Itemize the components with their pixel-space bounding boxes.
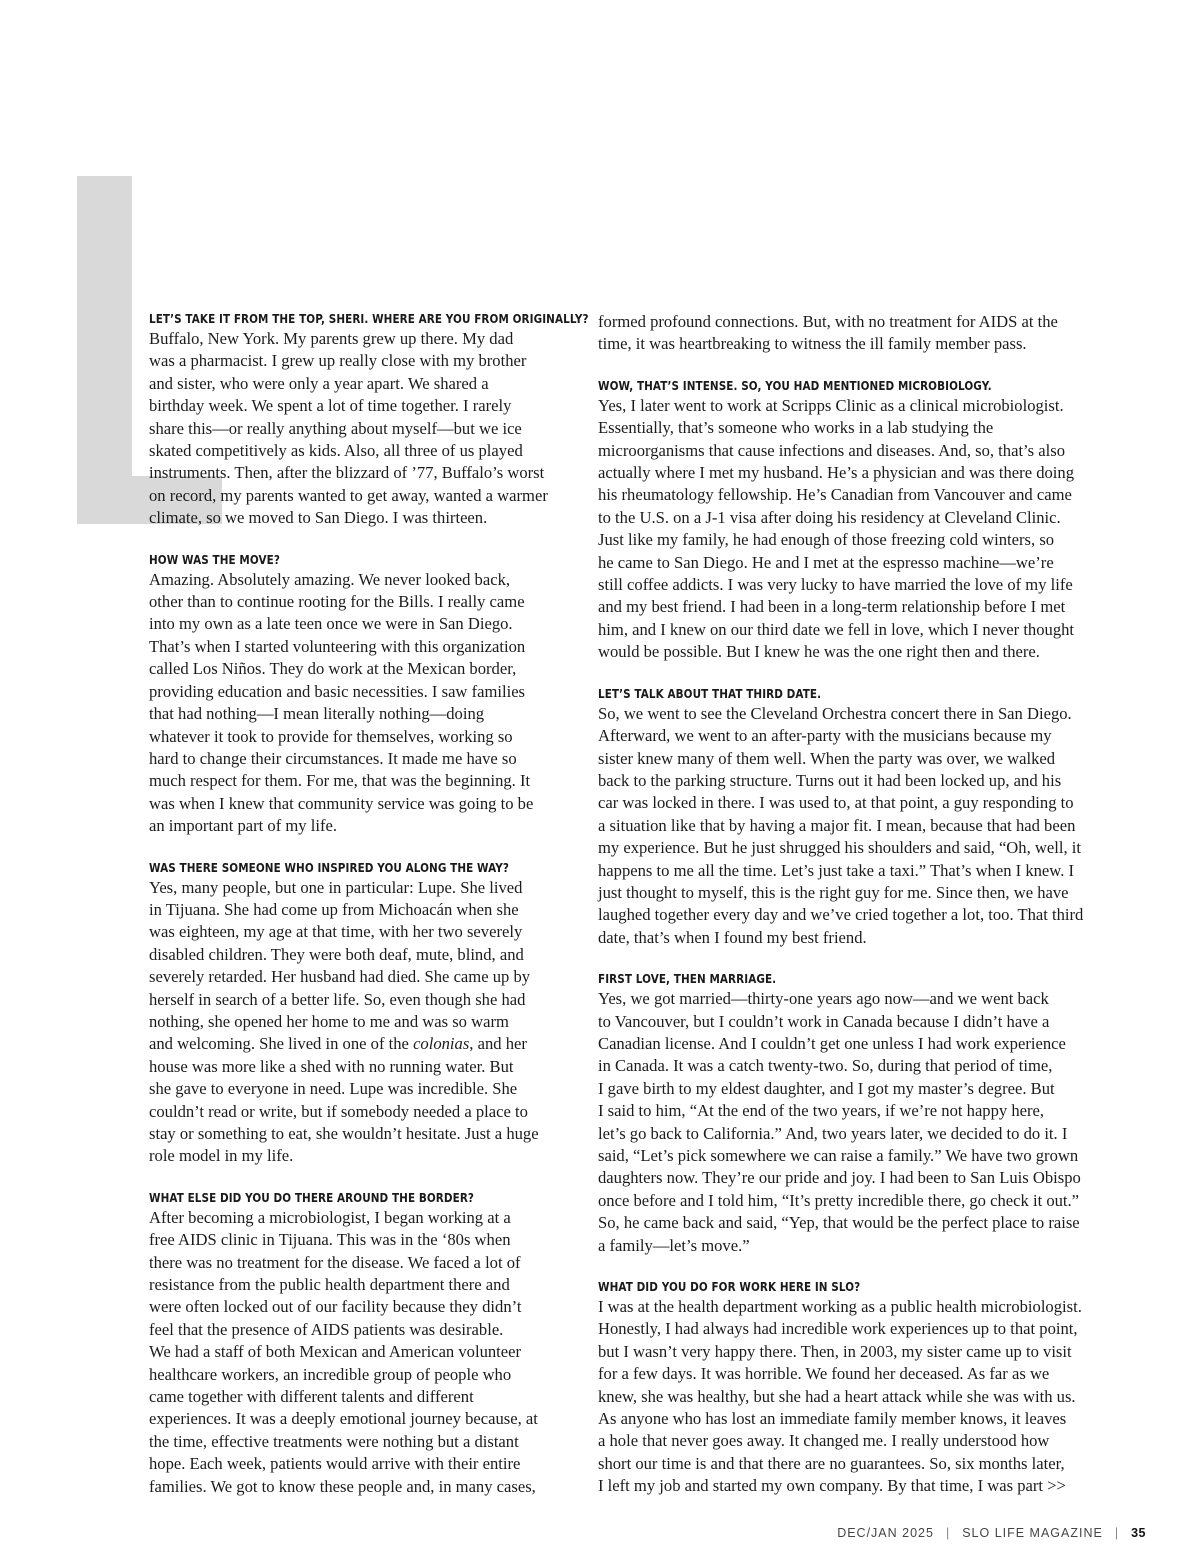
text-line: a family—let’s move.”: [598, 1235, 750, 1255]
text-line: other than to continue rooting for the Bills. I really came: [149, 592, 525, 612]
answer-text: [149, 1207, 574, 1498]
text-line: in Canada. It was a catch twenty-two. So, during that period of time,: [598, 1056, 1053, 1076]
text-line: I left my job and started my own company. By that time, I was part >>: [598, 1476, 1066, 1496]
question-heading: FIRST LOVE, THEN MARRIAGE.: [598, 971, 777, 987]
text-line: Yes, many people, but one in particular: Lupe. She lived: [149, 877, 523, 897]
text-line: Amazing. Absolutely amazing. We never looked back,: [149, 569, 511, 589]
text-line: but I wasn’t very happy there. Then, in 2003, my sister came up to visit: [598, 1341, 1072, 1361]
text-run: and welcoming. She lived in one of the: [149, 1034, 414, 1054]
footer-separator: |: [1114, 1526, 1120, 1540]
text-line: back to the parking structure. Turns out it had been locked up, and his: [598, 770, 1062, 790]
text-line: I gave birth to my eldest daughter, and I got my master’s degree. But: [598, 1078, 1055, 1098]
text-line: Canadian license. And I couldn’t get one unless I had work experience: [598, 1033, 1066, 1053]
text-line: Just like my family, he had enough of those freezing cold winters, so: [598, 530, 1055, 550]
footer-issue: DEC/JAN 2025: [837, 1526, 934, 1540]
answer-text: [149, 328, 574, 530]
text-line: much respect for them. For me, that was the beginning. It: [149, 771, 531, 791]
qa-section: [149, 860, 574, 1168]
qa-section: [149, 1190, 574, 1498]
answer-text: [598, 311, 1123, 356]
text-line: short our time is and that there are no guarantees. So, six months later,: [598, 1453, 1065, 1473]
text-line: Essentially, that’s someone who works in a lab studying the: [598, 418, 994, 438]
text-line: herself in search of a better life. So, even though she had: [149, 989, 526, 1009]
text-line: once before and I told him, “It’s pretty incredible there, go check it out.”: [598, 1190, 1080, 1210]
text-line: still coffee addicts. I was very lucky to have married the love of my life: [598, 575, 1073, 595]
text-line: So, we went to see the Cleveland Orchestra concert there in San Diego.: [598, 703, 1072, 723]
text-line: whatever it took to provide for themselves, working so: [149, 726, 513, 746]
question-heading: WAS THERE SOMEONE WHO INSPIRED YOU ALONG THE WAY?: [149, 859, 510, 875]
text-line: Yes, I later went to work at Scripps Clinic as a clinical microbiologist.: [598, 395, 1064, 415]
text-line: his rheumatology fellowship. He’s Canadian from Vancouver and came: [598, 485, 1072, 505]
text-line: feel that the presence of AIDS patients was desirable.: [149, 1319, 504, 1339]
text-line: she gave to everyone in need. Lupe was incredible. She: [149, 1079, 518, 1099]
text-line: sister knew many of them well. When the party was over, we walked: [598, 748, 1056, 768]
text-line: car was locked in there. I was used to, at that point, a guy responding to: [598, 793, 1074, 813]
text-line: Buffalo, New York. My parents grew up there. My dad: [149, 329, 514, 348]
italic-term: colonias: [413, 1034, 470, 1054]
text-line: date, that’s when I found my best friend.: [598, 927, 867, 947]
text-line: severely retarded. Her husband had died. She came up by: [149, 967, 531, 987]
text-line: instruments. Then, after the blizzard of ’77, Buffalo’s worst: [149, 463, 545, 483]
text-line: families. We got to know these people and, in many cases,: [149, 1476, 536, 1496]
text-line: climate, so we moved to San Diego. I was thirteen.: [149, 508, 488, 528]
question-heading: LET’S TALK ABOUT THAT THIRD DATE.: [598, 685, 822, 701]
text-line: formed profound connections. But, with no treatment for AIDS at the: [598, 312, 1058, 331]
footer-magazine: SLO LIFE MAGAZINE: [962, 1526, 1103, 1540]
page-footer: [837, 1526, 1146, 1540]
text-line: Afterward, we went to an after-party with the musicians because my: [598, 726, 1052, 746]
text-line: laughed together every day and we’ve cried together a lot, too. That third: [598, 905, 1084, 925]
qa-section: [149, 552, 574, 838]
text-line: I said to him, “At the end of the two years, if we’re not happy here,: [598, 1101, 1045, 1121]
answer-text: [598, 395, 1123, 664]
text-line: and my best friend. I had been in a long-term relationship before I met: [598, 597, 1066, 617]
text-line: So, he came back and said, “Yep, that would be the perfect place to raise: [598, 1213, 1080, 1233]
text-line: role model in my life.: [149, 1146, 294, 1166]
answer-text: [598, 1296, 1123, 1498]
text-line: hope. Each week, patients would arrive with their entire: [149, 1454, 521, 1474]
drop-cap-letter: [77, 176, 132, 524]
qa-section: [598, 1279, 1123, 1498]
answer-text: [598, 703, 1123, 949]
text-line: an important part of my life.: [149, 816, 338, 836]
answer-text: [598, 988, 1123, 1257]
article-column-right: [598, 311, 1123, 1520]
text-line: in Tijuana. She had come up from Michoacán when she: [149, 899, 519, 919]
qa-section: [598, 971, 1123, 1257]
text-line: happens to me all the time. Let’s just take a taxi.” That’s when I knew. I: [598, 860, 1075, 880]
text-line: hard to change their circumstances. It made me have so: [149, 748, 517, 768]
text-line: knew, she was healthy, but she had a heart attack while she was with us.: [598, 1386, 1076, 1406]
qa-section: [598, 378, 1123, 664]
text-line: was eighteen, my age at that time, with her two severely: [149, 922, 523, 942]
answer-text: [149, 569, 574, 838]
text-line: nothing, she opened her home to me and was so warm: [149, 1011, 509, 1031]
text-line: daughters now. They’re our pride and joy. I had been to San Luis Obispo: [598, 1168, 1081, 1188]
text-line: him, and I knew on our third date we fell in love, which I never thought: [598, 619, 1075, 639]
text-line: for a few days. It was horrible. We found her deceased. As far as we: [598, 1364, 1050, 1384]
text-line: was a pharmacist. I grew up really close with my brother: [149, 351, 527, 371]
text-line: Honestly, I had always had incredible work experiences up to that point,: [598, 1319, 1078, 1339]
footer-separator: |: [945, 1526, 951, 1540]
text-line: called Los Niños. They do work at the Mexican border,: [149, 659, 517, 679]
text-line: microorganisms that cause infections and diseases. And, so, that’s also: [598, 440, 1065, 460]
question-heading: HOW WAS THE MOVE?: [149, 551, 280, 567]
text-line: experiences. It was a deeply emotional journey because, at: [149, 1409, 538, 1429]
qa-section: [598, 311, 1123, 356]
text-line: providing education and basic necessities. I saw families: [149, 681, 526, 701]
text-line: resistance from the public health department there and: [149, 1275, 510, 1295]
answer-text: [149, 877, 574, 1168]
text-line: to the U.S. on a J-1 visa after doing his residency at Cleveland Clinic.: [598, 507, 1061, 527]
text-line: house was more like a shed with no running water. But: [149, 1056, 514, 1076]
text-line: free AIDS clinic in Tijuana. This was in the ‘80s when: [149, 1230, 511, 1250]
text-line: into my own as a late teen once we were in San Diego.: [149, 614, 513, 634]
text-line: disabled children. They were both deaf, mute, blind, and: [149, 944, 524, 964]
text-line: We had a staff of both Mexican and American volunteer: [149, 1342, 522, 1362]
text-line: a hole that never goes away. It changed me. I really understood how: [598, 1431, 1050, 1451]
text-line: said, “Let’s pick somewhere we can raise a family.” We have two grown: [598, 1146, 1079, 1165]
qa-section: [598, 686, 1123, 949]
text-line: After becoming a microbiologist, I began working at a: [149, 1207, 511, 1227]
text-line: healthcare workers, an incredible group of people who: [149, 1364, 512, 1384]
text-line: stay or something to eat, she wouldn’t hesitate. Just a huge: [149, 1124, 539, 1143]
text-line: [149, 1033, 574, 1055]
text-line: let’s go back to California.” And, two years later, we decided to do it. I: [598, 1123, 1068, 1143]
text-line: a situation like that by having a major fit. I mean, because that had been: [598, 815, 1076, 835]
text-line: just thought to myself, this is the right guy for me. Since then, we have: [598, 882, 1069, 902]
text-line: That’s when I started volunteering with this organization: [149, 636, 526, 656]
text-line: time, it was heartbreaking to witness the ill family member pass.: [598, 334, 1027, 354]
text-line: birthday week. We spent a lot of time together. I rarely: [149, 396, 512, 416]
qa-section: [149, 311, 589, 530]
text-line: came together with different talents and different: [149, 1387, 474, 1407]
text-line: As anyone who has lost an immediate family member knows, it leaves: [598, 1409, 1067, 1429]
text-line: couldn’t read or write, but if somebody needed a place to: [149, 1101, 528, 1121]
text-line: the time, effective treatments were nothing but a distant: [149, 1431, 519, 1451]
text-line: Yes, we got married—thirty-one years ago now—and we went back: [598, 989, 1049, 1009]
text-line: there was no treatment for the disease. We faced a lot of: [149, 1252, 521, 1272]
question-heading: WHAT ELSE DID YOU DO THERE AROUND THE BORDER?: [149, 1189, 475, 1205]
text-line: I was at the health department working as a public health microbiologist.: [598, 1297, 1082, 1317]
question-heading: WHAT DID YOU DO FOR WORK HERE IN SLO?: [598, 1279, 861, 1295]
text-line: and sister, who were only a year apart. We shared a: [149, 373, 489, 393]
text-line: were often locked out of our facility because they didn’t: [149, 1297, 522, 1317]
text-line: he came to San Diego. He and I met at the espresso machine—we’re: [598, 552, 1054, 572]
text-line: would be possible. But I knew he was the one right then and there.: [598, 642, 1040, 662]
text-line: to Vancouver, but I couldn’t work in Canada because I didn’t have a: [598, 1011, 1050, 1031]
text-line: actually where I met my husband. He’s a physician and was there doing: [598, 463, 1075, 483]
article-column-left: [149, 311, 589, 1520]
text-line: that had nothing—I mean literally nothing—doing: [149, 704, 485, 724]
text-line: share this—or really anything about myself—but we ice: [149, 418, 522, 438]
text-run: , and her: [469, 1034, 527, 1054]
page-number: 35: [1131, 1526, 1146, 1540]
text-line: skated competitively as kids. Also, all three of us played: [149, 441, 523, 461]
text-line: on record, my parents wanted to get away, wanted a warmer: [149, 485, 548, 505]
question-heading: LET’S TAKE IT FROM THE TOP, SHERI. WHERE ARE YOU FROM ORIGINALLY?: [149, 311, 589, 326]
text-line: was when I knew that community service was going to be: [149, 793, 534, 813]
question-heading: WOW, THAT’S INTENSE. SO, YOU HAD MENTIONED MICROBIOLOGY.: [598, 377, 992, 393]
text-line: my experience. But he just shrugged his shoulders and said, “Oh, well, it: [598, 838, 1081, 858]
